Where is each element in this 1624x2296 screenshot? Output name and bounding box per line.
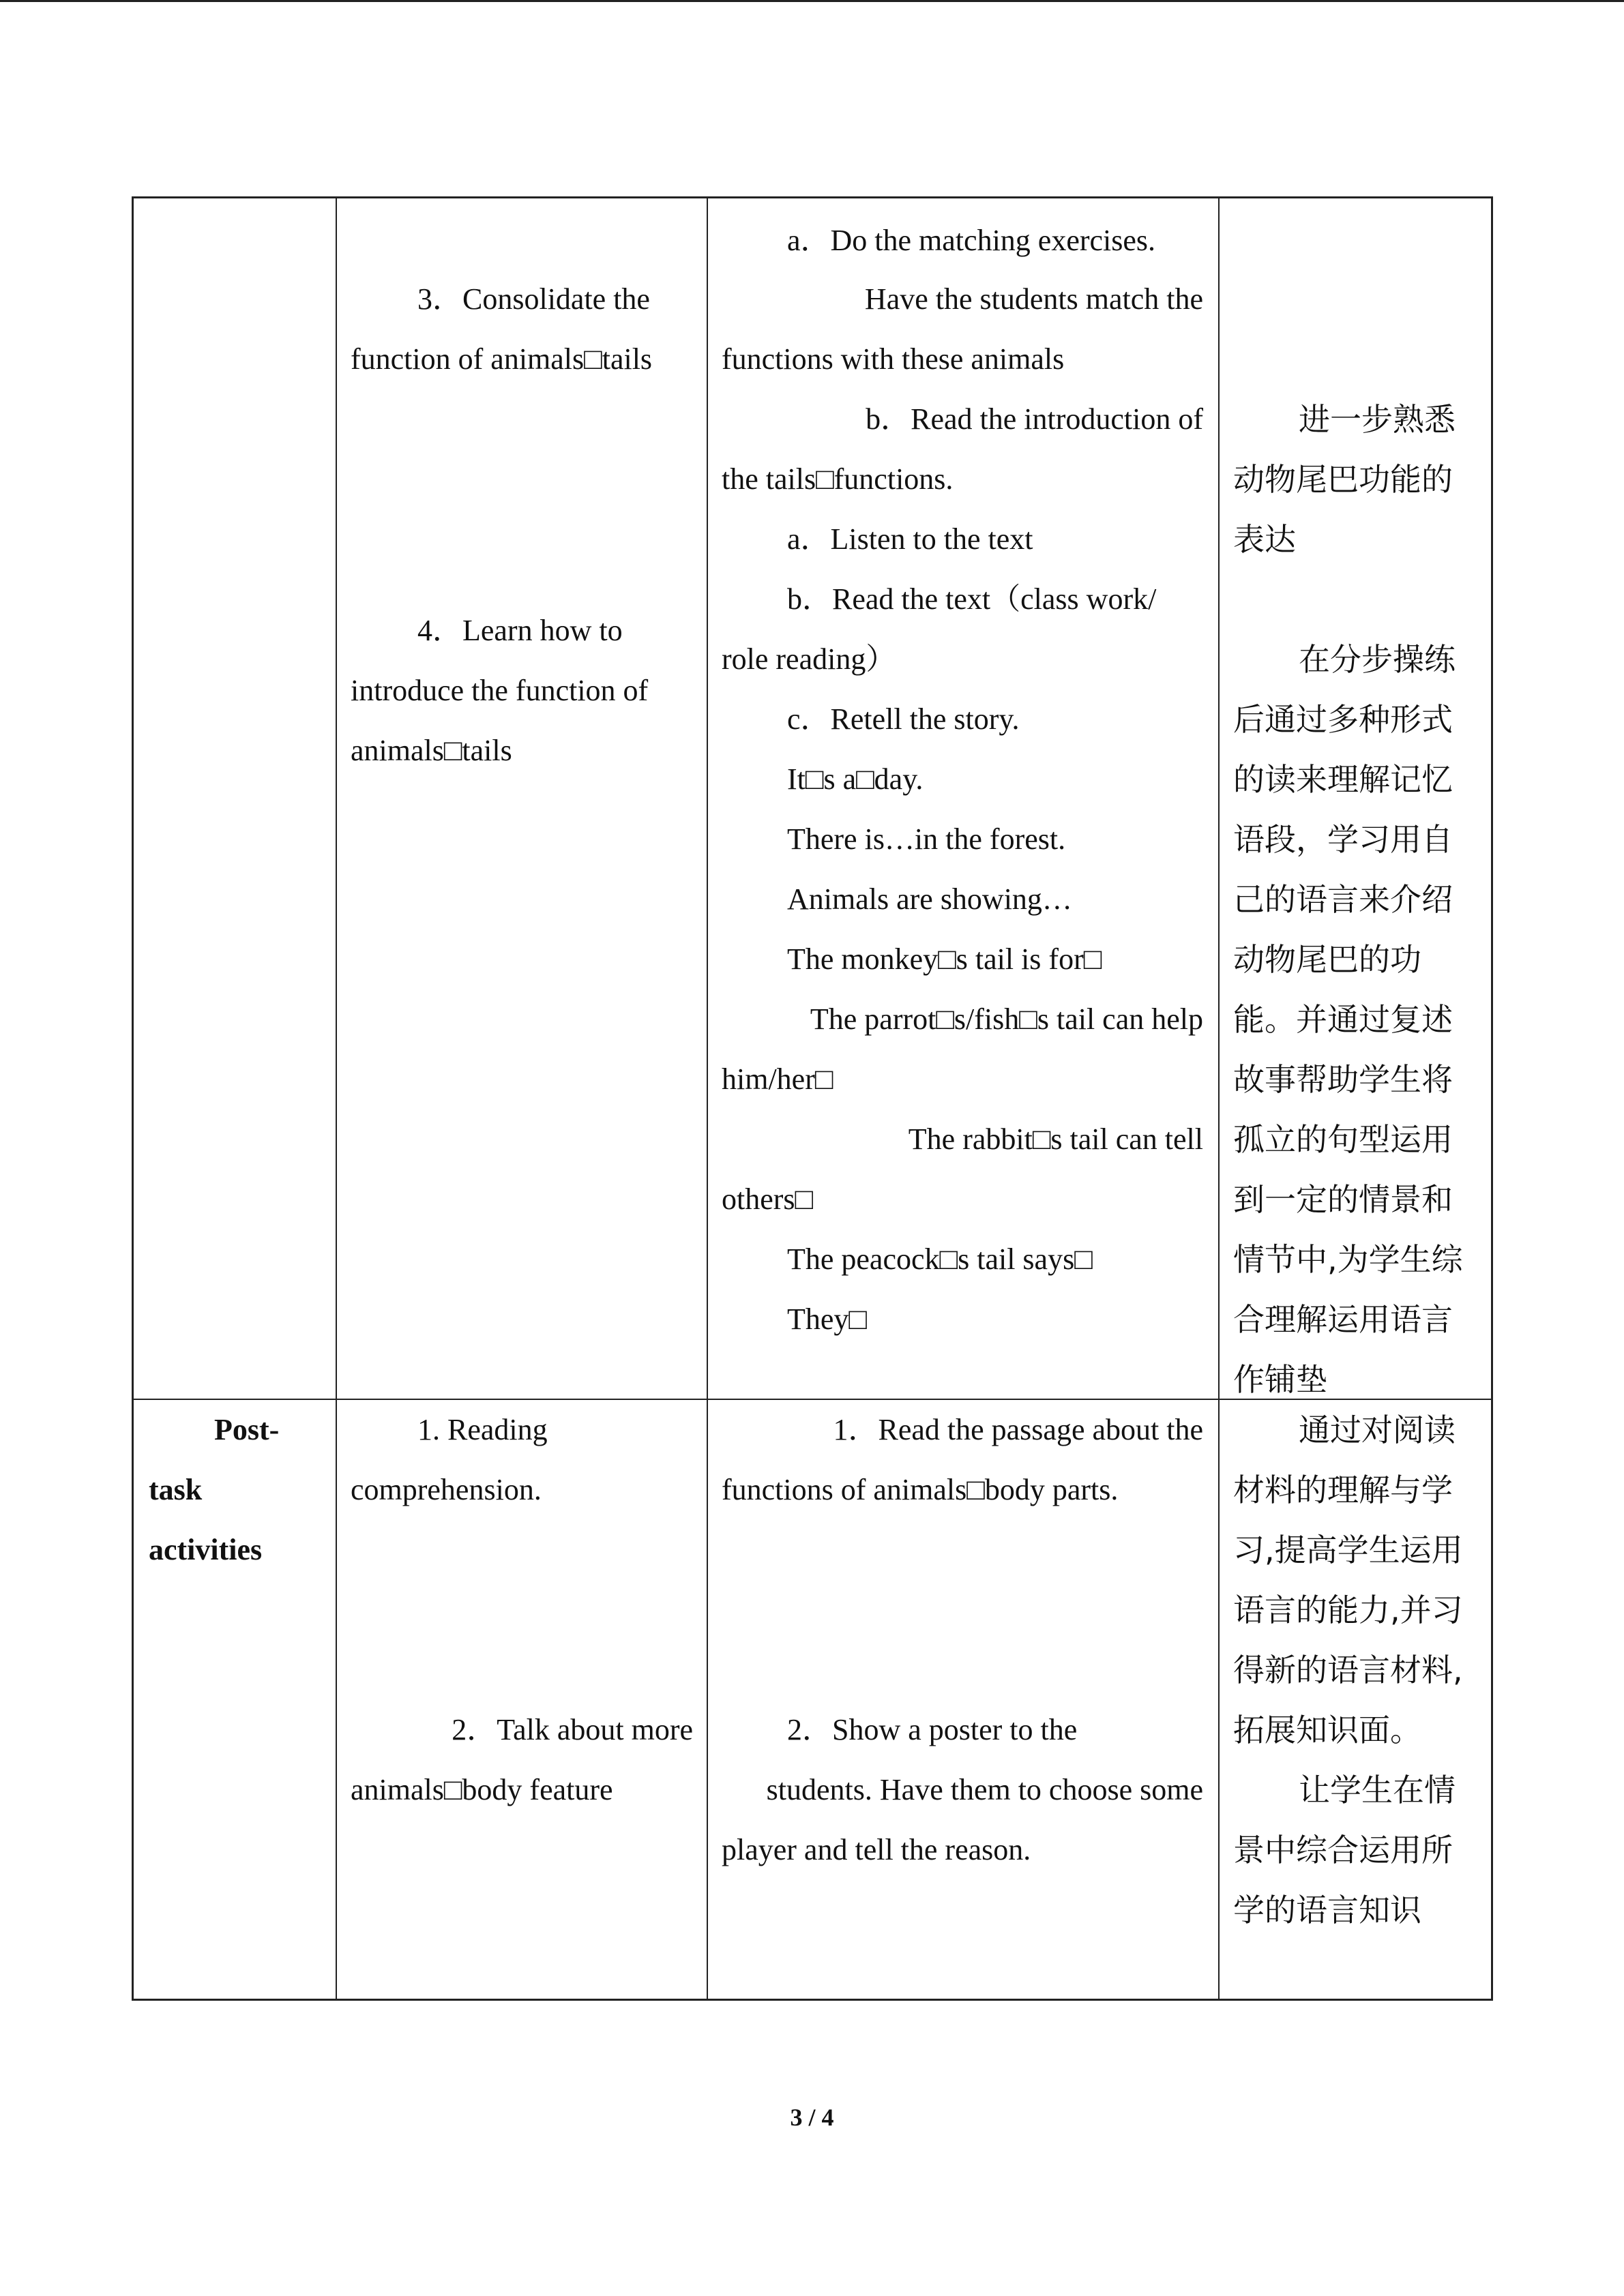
text-line: 在分步操练	[1299, 641, 1456, 678]
row2-steps-cell	[351, 1400, 693, 2000]
text-line: 合理解运用语言	[1233, 1301, 1453, 1338]
text-line: 语言的能力,并习	[1233, 1592, 1463, 1628]
text-line: 能。并通过复述	[1233, 1001, 1453, 1038]
text-line: 3．Consolidate the	[417, 282, 650, 316]
text-line: 2．Show a poster to the	[787, 1713, 1078, 1746]
stage-title-line: activities	[149, 1533, 263, 1566]
row1-steps-cell	[351, 198, 693, 1399]
text-line: 故事帮助学生将	[1233, 1061, 1453, 1098]
text-line: 到一定的情景和	[1233, 1181, 1453, 1218]
text-line: 后通过多种形式	[1233, 701, 1453, 738]
text-line: 进一步熟悉	[1299, 401, 1456, 438]
text-line: students. Have them to choose some	[766, 1773, 1203, 1806]
lesson-plan-table	[132, 196, 1493, 2001]
text-line: 作铺垫	[1233, 1361, 1327, 1398]
text-line: player and tell the reason.	[722, 1833, 1031, 1866]
text-line: 景中综合运用所	[1233, 1832, 1453, 1868]
text-line: They□	[787, 1302, 867, 1336]
text-line: a．Do the matching exercises.	[787, 224, 1156, 257]
text-line: 的读来理解记忆	[1233, 761, 1453, 798]
text-line: functions of animals□body parts.	[722, 1473, 1119, 1506]
text-line: Have the students match the	[864, 282, 1203, 316]
column-divider	[707, 198, 708, 1999]
text-line: him/her□	[722, 1062, 833, 1096]
text-line: animals□body feature	[351, 1773, 613, 1806]
text-line: 语段，学习用自	[1233, 821, 1453, 858]
text-line: 通过对阅读	[1299, 1412, 1456, 1448]
text-line: 孤立的句型运用	[1233, 1121, 1453, 1158]
row2-activities-cell	[722, 1400, 1203, 2000]
text-line: It□s a□day.	[787, 762, 924, 796]
text-line: The peacock□s tail says□	[787, 1242, 1093, 1276]
text-line: introduce the function of	[351, 674, 649, 707]
row1-stage-cell	[134, 198, 336, 1399]
column-divider	[336, 198, 337, 1999]
text-line: 情节中,为学生综	[1233, 1241, 1463, 1278]
row1-purpose-cell	[1233, 198, 1486, 1399]
top-border-line	[0, 0, 1624, 2]
text-line: There is…in the forest.	[787, 822, 1066, 856]
text-line: 动物尾巴的功	[1233, 941, 1421, 978]
text-line: 习,提高学生运用	[1233, 1532, 1463, 1568]
text-line: animals□tails	[351, 734, 512, 767]
text-line: a．Listen to the text	[787, 522, 1033, 556]
text-line: 得新的语言材料,	[1233, 1652, 1463, 1688]
text-line: The parrot□s/fish□s tail can help	[810, 1002, 1203, 1036]
page-number: 3 / 4	[790, 2104, 834, 2131]
text-line: b．Read the text（class work/	[787, 582, 1157, 616]
text-line: role reading）	[722, 642, 896, 676]
row1-activities-cell	[722, 198, 1203, 1399]
text-line: 动物尾巴功能的	[1233, 461, 1453, 498]
text-line: 4．Learn how to	[417, 614, 623, 647]
row2-purpose-cell	[1233, 1400, 1486, 2000]
text-line: 让学生在情	[1299, 1772, 1456, 1808]
text-line: 表达	[1233, 521, 1296, 558]
text-line: 1. Reading	[417, 1413, 548, 1446]
text-line: Animals are showing…	[787, 882, 1072, 916]
text-line: the tails□functions.	[722, 462, 954, 496]
text-line: The rabbit□s tail can tell	[908, 1122, 1203, 1156]
text-line: 1．Read the passage about the	[833, 1413, 1203, 1446]
stage-title-line: task	[149, 1473, 203, 1506]
text-line: The monkey□s tail is for□	[787, 942, 1102, 976]
text-line: comprehension.	[351, 1473, 542, 1506]
text-line: functions with these animals	[722, 342, 1065, 376]
text-line: c．Retell the story.	[787, 702, 1020, 736]
stage-title-line: Post-	[214, 1413, 280, 1446]
text-line: b．Read the introduction of	[866, 402, 1203, 436]
text-line: 己的语言来介绍	[1233, 881, 1453, 918]
row2-stage-cell	[149, 1400, 326, 2000]
text-line: 学的语言知识	[1233, 1892, 1421, 1928]
text-line: 2．Talk about more	[452, 1713, 693, 1746]
text-line: 材料的理解与学	[1233, 1472, 1453, 1508]
text-line: others□	[722, 1182, 814, 1216]
text-line: 拓展知识面。	[1233, 1712, 1421, 1748]
text-line: function of animals□tails	[351, 342, 653, 376]
column-divider	[1218, 198, 1220, 1999]
